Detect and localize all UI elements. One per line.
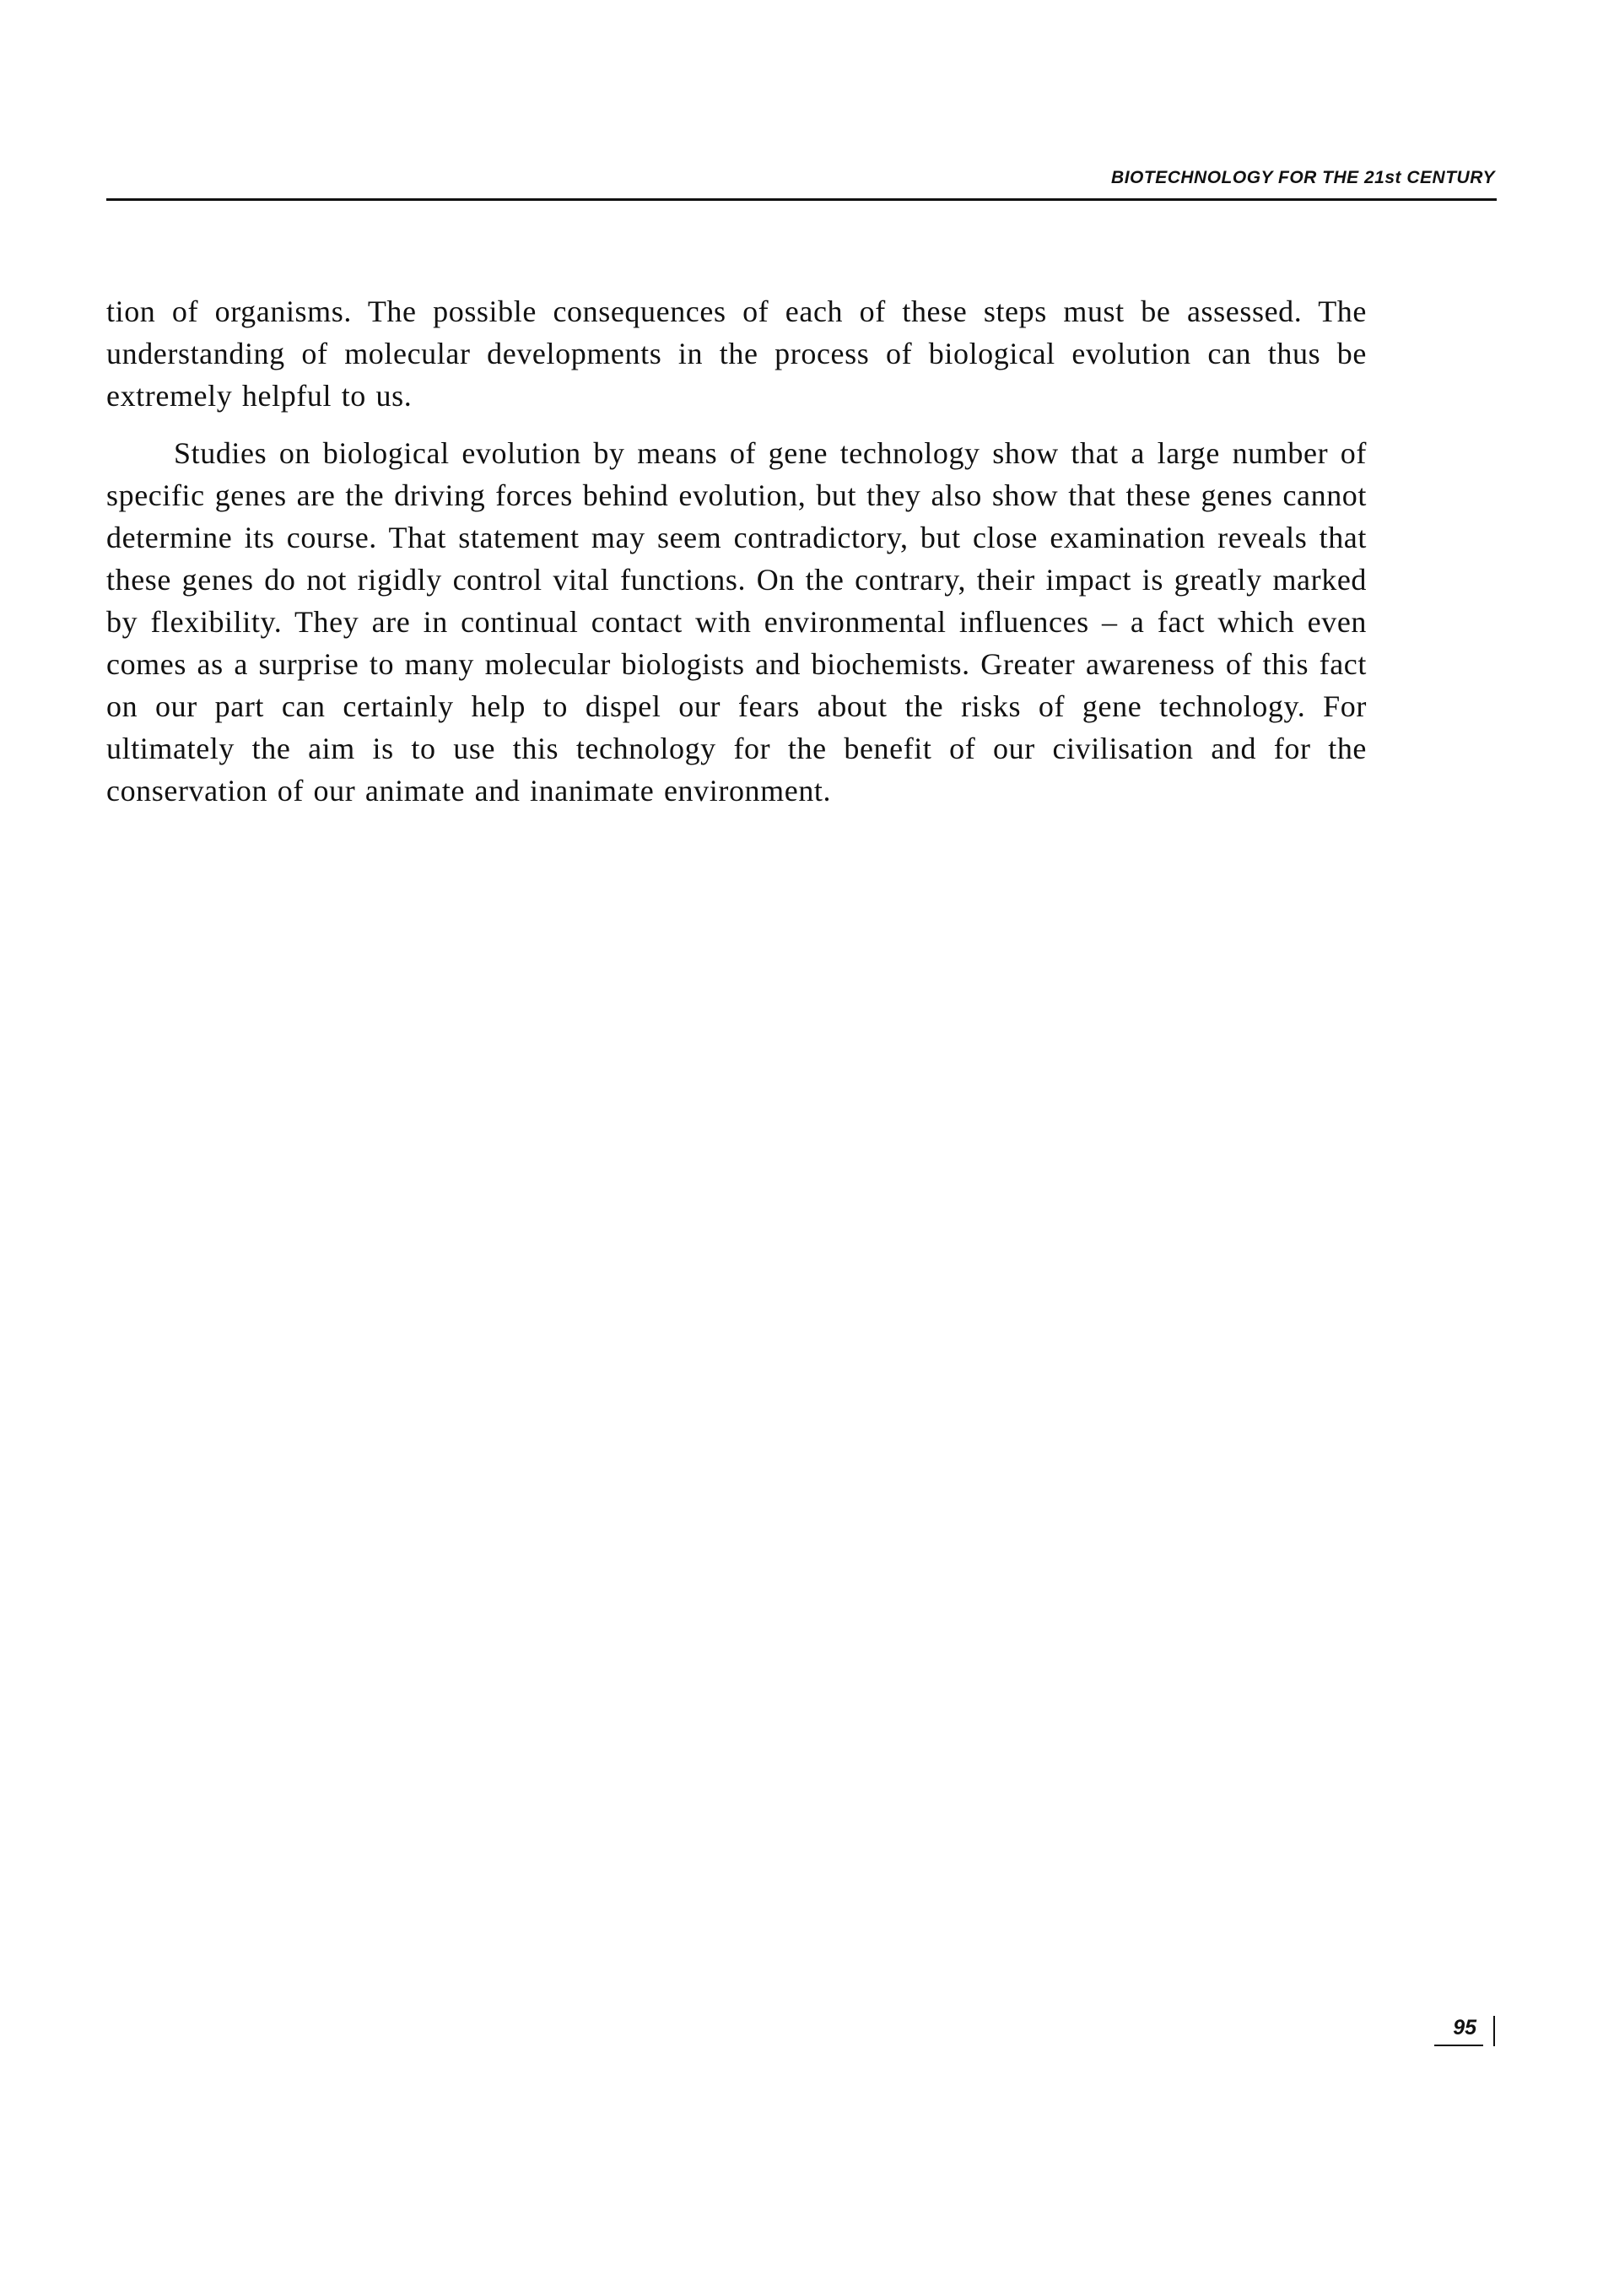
running-header [106, 165, 1497, 201]
running-header-title: BIOTECHNOLOGY FOR THE 21st CENTURY [1111, 168, 1495, 187]
paragraph-continuation: tion of organisms. The possible consequences of each of these steps must be assessed. The understanding of molecular developments in the process of biological evolution can thus be extremely helpful to us. [106, 294, 1367, 413]
paragraph-evolution-studies: Studies on biological evolution by means of gene technology show that a large number of specific genes are the driving forces behind evolution, but they also show that these genes cannot determine its course. That statement may seem contradictory, but close examination reveals that these genes do not rigidly control vital functions. On the contrary, their impact is greatly marked by flexibility. They are in continual contact with environmental influences – a fact which even comes as a surprise to many molecular biologists and biochemists. Greater awareness of this fact on our part can certainly help to dispel our fears about the risks of gene technology. For ultimately the aim is to use this technology for the benefit of our civilisation and for the conservation of our animate and inanimate environment. [106, 436, 1367, 808]
page-number-marker [1434, 2014, 1495, 2046]
page-number: 95 [1453, 2016, 1476, 2039]
body-text [106, 290, 1367, 812]
page-number-underline [1434, 2045, 1483, 2046]
page-number-rule [1493, 2016, 1495, 2046]
